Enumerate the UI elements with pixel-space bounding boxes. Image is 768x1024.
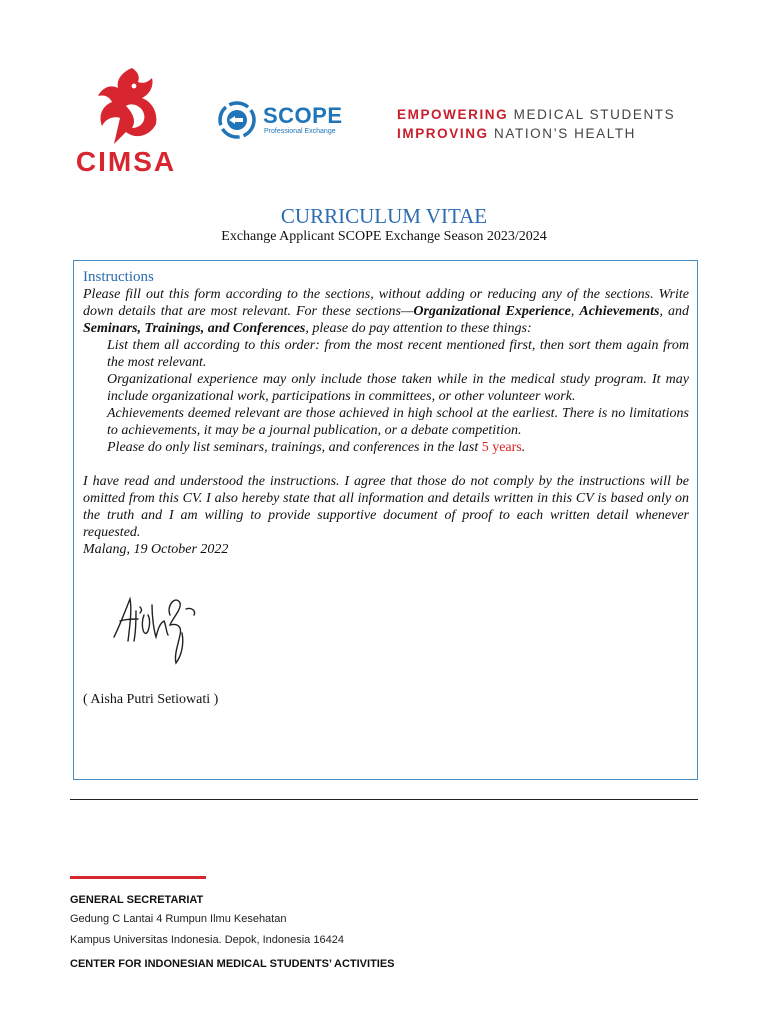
instructions-intro [83, 286, 689, 337]
section-achievements: Achievements [579, 304, 660, 319]
instructions-heading: Instructions [83, 269, 154, 285]
tagline-line-2-rest: NATION’S HEALTH [494, 126, 637, 141]
footer-heading-secretariat: GENERAL SECRETARIAT [70, 894, 204, 906]
tagline-line-1-rest: MEDICAL STUDENTS [513, 107, 676, 122]
footer-address-line-2: Kampus Universitas Indonesia. Depok, Indonesia 16424 [70, 934, 344, 946]
footer-accent-bar [70, 876, 206, 879]
place-date: Malang, 19 October 2022 [83, 542, 229, 557]
tagline [397, 105, 675, 143]
footer-heading-organization: CENTER FOR INDONESIAN MEDICAL STUDENTS’ ACTIVITIES [70, 958, 395, 970]
instruction-item-last [83, 439, 689, 456]
instructions-list [83, 337, 689, 456]
cimsa-phoenix-icon [92, 66, 158, 146]
tagline-line-1 [397, 105, 675, 124]
cimsa-logo-text: CIMSA [75, 146, 177, 177]
instruction-item: Achievements deemed relevant are those achieved in high school at the earliest. There is no limitations to achievements, it may be a journal publication, or a debate competition. [107, 406, 689, 438]
last-item-prefix: Please do only list seminars, trainings, and conferences in the last [107, 440, 482, 455]
document-subtitle: Exchange Applicant SCOPE Exchange Season 2023/2024 [221, 229, 547, 244]
document-title: CURRICULUM VITAE [280, 204, 488, 228]
tagline-line-1-bold: EMPOWERING [397, 107, 509, 122]
scope-logo-name: SCOPE [263, 103, 343, 128]
intro-text-1: Please fill out this form according to the sections, without adding or reducing any of the sections. Write down details that are most relevant. For these sections— [83, 287, 689, 319]
cimsa-logo [70, 66, 182, 178]
section-organizational: Organizational Experience [413, 304, 571, 319]
declaration-text: I have read and understood the instructions. I agree that those do not comply by the instructions will be omitted from this CV. I also hereby state that all information and details written in this CV is based only on the truth and I am willing to provide supportive document of proof to each written detail whenever requested. [83, 474, 689, 540]
signature-image [110, 585, 200, 667]
tagline-line-2 [397, 124, 675, 143]
tagline-line-2-bold: IMPROVING [397, 126, 489, 141]
intro-text-2: , please do pay attention to these things: [305, 321, 532, 336]
section-seminars: Seminars, Trainings, and Conferences [83, 321, 306, 336]
intro-sep-1: , [570, 304, 580, 319]
instructions-content [83, 268, 689, 558]
last-item-highlight: 5 years [481, 440, 522, 455]
instruction-item: Organizational experience may only include those taken while in the medical study program. It may include organizational work, participations in committees, or other volunteer work. [107, 372, 689, 404]
last-item-suffix: . [521, 440, 526, 455]
intro-sep-2: , and [659, 304, 690, 319]
scope-logo [217, 100, 357, 140]
instruction-item: List them all according to this order: from the most recent mentioned first, then sort them again from the most relevant. [107, 338, 689, 370]
signer-name: ( Aisha Putri Setiowati ) [83, 692, 219, 707]
scope-globe-icon [217, 100, 257, 140]
footer-address-line-1: Gedung C Lantai 4 Rumpun Ilmu Kesehatan [70, 913, 287, 925]
divider [70, 799, 698, 800]
scope-logo-sub: Professional Exchange [264, 128, 336, 135]
